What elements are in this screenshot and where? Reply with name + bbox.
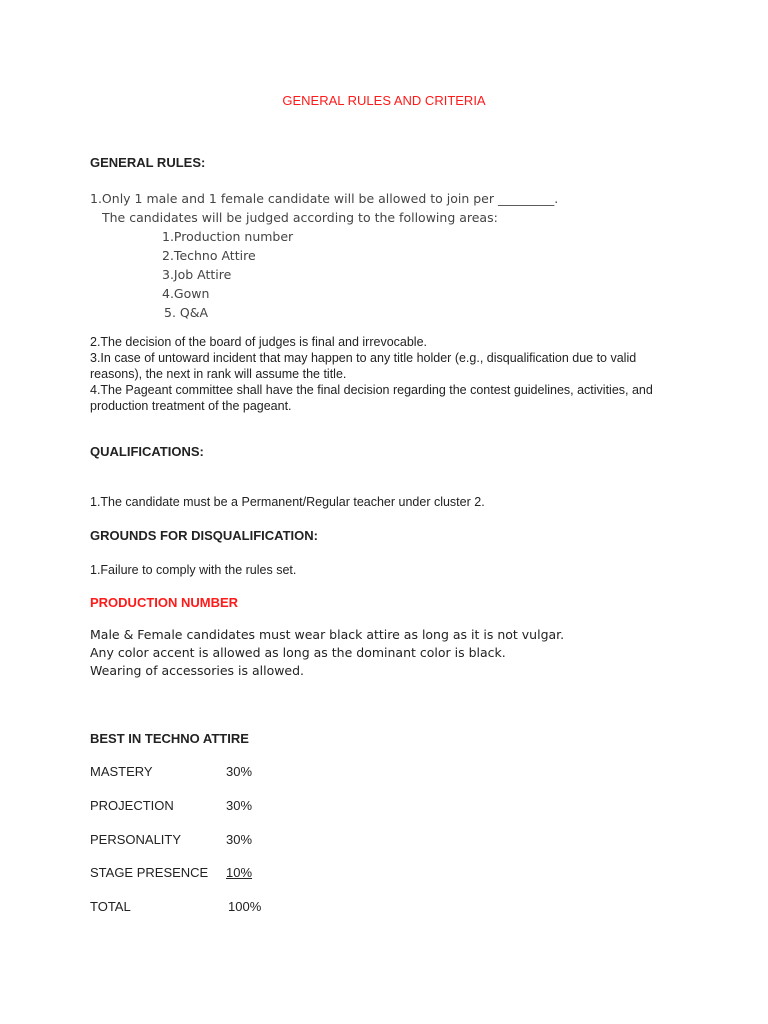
criteria-row (90, 798, 252, 813)
rule-4: 4.The Pageant committee shall have the final decision regarding the contest guidelines, activities, and production treatment of the pageant. (90, 383, 653, 413)
rule-2: 2.The decision of the board of judges is final and irrevocable. (90, 335, 428, 349)
production-line: Wearing of accessories is allowed. (90, 663, 305, 678)
area-item: 5. Q&A (164, 305, 209, 320)
criteria-row (90, 865, 252, 880)
production-number-heading: PRODUCTION NUMBER (90, 595, 239, 610)
rule-1: 1.Only 1 male and 1 female candidate will be allowed to join per _________. (90, 191, 559, 206)
area-item: 1.Production number (162, 229, 294, 244)
document-title: GENERAL RULES AND CRITERIA (282, 93, 486, 108)
criteria-row (90, 832, 252, 847)
criteria-label: MASTERY (90, 764, 153, 779)
total-value: 100% (228, 899, 262, 914)
criteria-row (90, 764, 252, 779)
disqualification-item: 1.Failure to comply with the rules set. (90, 563, 297, 577)
criteria-value: 10% (226, 865, 253, 880)
production-line: Male & Female candidates must wear black attire as long as it is not vulgar. (90, 627, 565, 642)
production-line: Any color accent is allowed as long as the dominant color is black. (90, 645, 506, 660)
qualifications-heading: QUALIFICATIONS: (90, 444, 204, 459)
total-label: TOTAL (90, 899, 131, 914)
criteria-value: 30% (226, 832, 253, 847)
qualification-item: 1.The candidate must be a Permanent/Regular teacher under cluster 2. (90, 495, 485, 509)
area-item: 2.Techno Attire (162, 248, 256, 263)
general-rules-heading: GENERAL RULES: (90, 155, 206, 170)
disqualification-heading: GROUNDS FOR DISQUALIFICATION: (90, 528, 318, 543)
criteria-value: 30% (226, 798, 253, 813)
criteria-label: PROJECTION (90, 798, 174, 813)
rule-3: 3.In case of untoward incident that may happen to any title holder (e.g., disqualification due to valid reasons), the next in rank will assume the title. (90, 351, 637, 381)
techno-attire-heading: BEST IN TECHNO ATTIRE (90, 731, 249, 746)
rule-1-subtext: The candidates will be judged according to the following areas: (102, 210, 498, 225)
area-item: 4.Gown (162, 286, 210, 301)
criteria-value: 30% (226, 764, 253, 779)
criteria-label: STAGE PRESENCE (90, 865, 209, 880)
total-row (90, 899, 261, 914)
area-item: 3.Job Attire (162, 267, 232, 282)
criteria-label: PERSONALITY (90, 832, 182, 847)
